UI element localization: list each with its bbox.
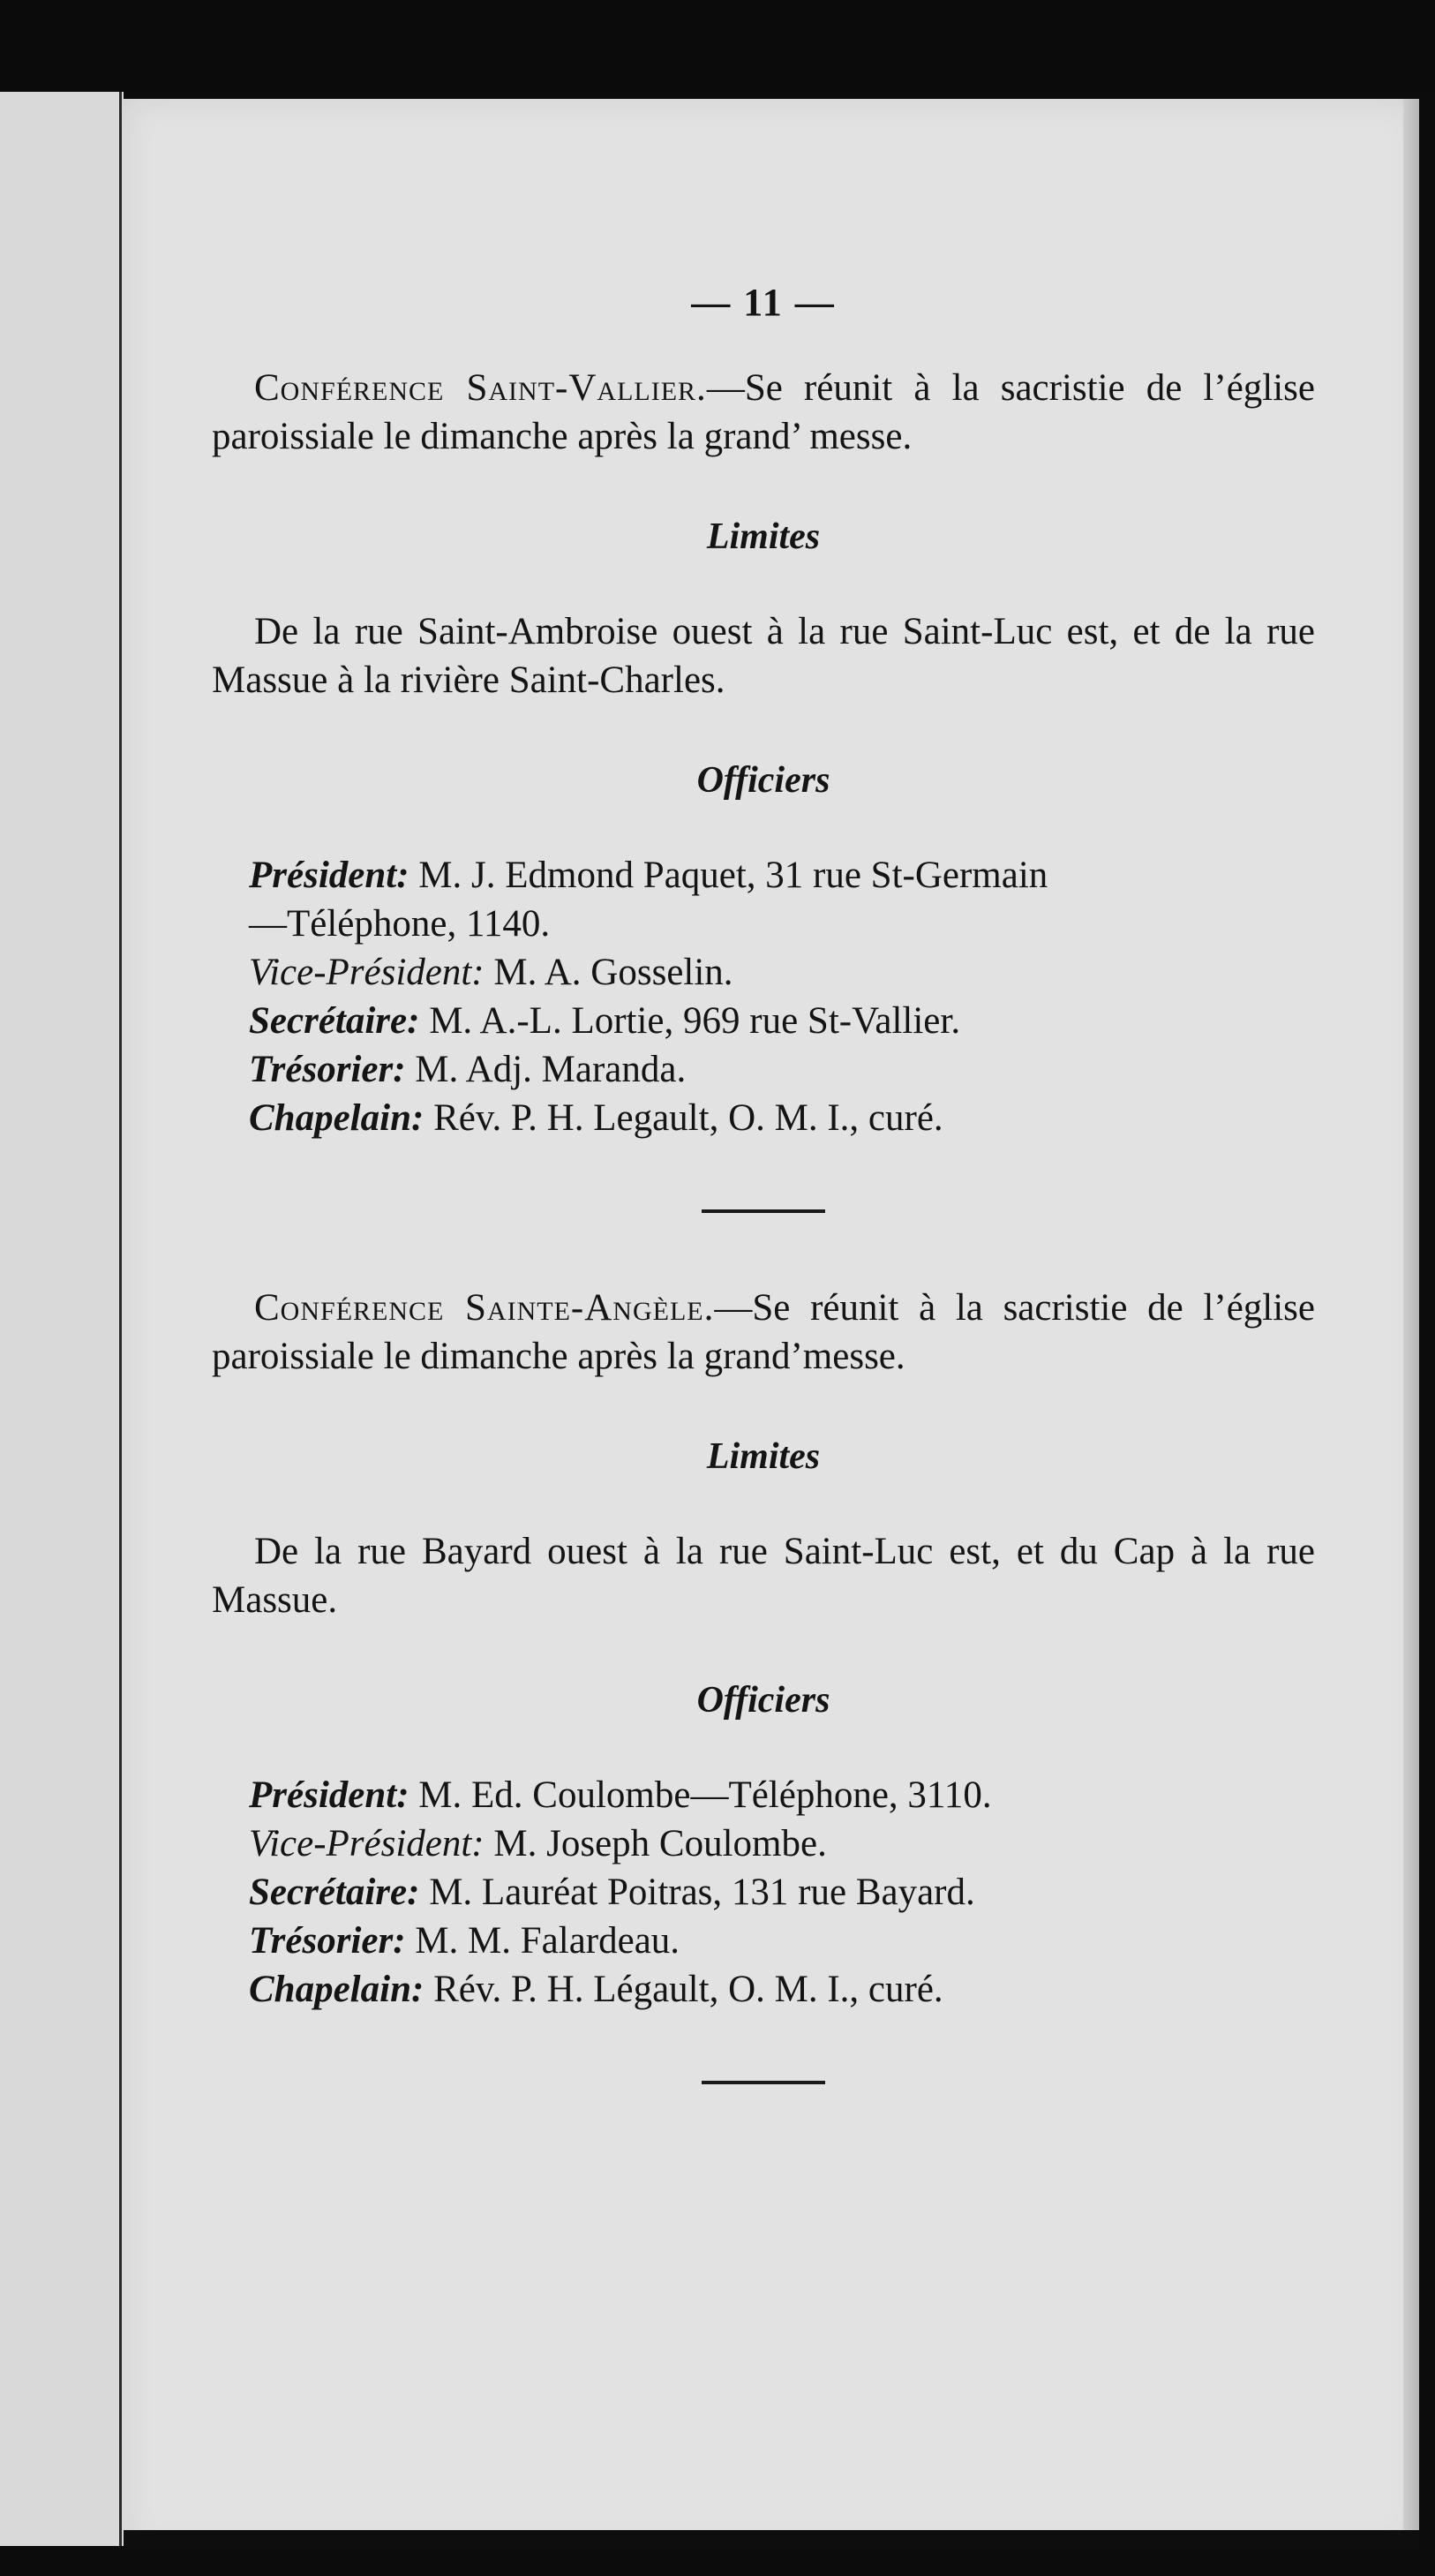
officer-role: Chapelain: <box>249 1969 424 2010</box>
officer-role: Président: <box>249 855 409 896</box>
officer-line <box>249 997 1315 1045</box>
officer-details: M. Joseph Coulombe. <box>484 1823 827 1864</box>
officer-line <box>249 851 1315 900</box>
book-page <box>124 99 1419 2550</box>
page-number: — 11 — <box>691 281 836 324</box>
officer-role: Secrétaire: <box>249 1872 420 1913</box>
officer-line <box>249 900 1315 948</box>
officer-details: M. M. Falardeau. <box>405 1920 680 1962</box>
officer-role: Vice-Président: <box>249 952 485 993</box>
officer-line <box>249 1045 1315 1094</box>
officer-details: Rév. P. H. Legault, O. M. I., curé. <box>424 1097 943 1139</box>
officer-details: M. Adj. Maranda. <box>405 1049 687 1090</box>
limits-text: De la rue Bayard ouest à la rue Saint-Luc est, et du Cap à la rue Massue. <box>212 1531 1315 1621</box>
conference-meeting-text: —Se réunit à la sacristie de l’église paroissiale le dimanche après la grand’messe. <box>212 1287 1316 1377</box>
officer-details: M. Lauréat Poitras, 131 rue Bayard. <box>419 1872 975 1913</box>
section-divider <box>702 2081 825 2084</box>
scan-bottom-border <box>124 2530 1419 2550</box>
conference-name: Conférence Sainte-Angèle. <box>254 1287 715 1329</box>
section-divider <box>702 1209 825 1213</box>
officer-details: M. Ed. Coulombe—Téléphone, 3110. <box>409 1774 992 1816</box>
officer-details: Rév. P. H. Légault, O. M. I., curé. <box>424 1969 943 2010</box>
officer-line <box>249 1771 1315 1819</box>
officer-line <box>249 948 1315 997</box>
page-right-edge <box>1403 99 1419 2550</box>
officer-details: M. J. Edmond Paquet, 31 rue St-Germain <box>409 855 1048 896</box>
officer-line <box>249 1094 1315 1142</box>
officer-line <box>249 1965 1315 2014</box>
officer-role: Trésorier: <box>249 1049 406 1090</box>
officer-role: Trésorier: <box>249 1920 406 1962</box>
scan-top-border <box>0 0 1435 92</box>
conference-section <box>212 1284 1315 2014</box>
officer-line <box>249 1819 1315 1868</box>
officer-role: Vice-Président: <box>249 1823 485 1864</box>
page-content <box>212 280 1315 2155</box>
officer-role: Chapelain: <box>249 1097 424 1139</box>
officer-list <box>249 851 1315 1142</box>
limits-heading: Limites <box>706 1436 821 1477</box>
officer-role: Président: <box>249 1774 409 1816</box>
conference-intro <box>212 1284 1315 1381</box>
officer-role: Secrétaire: <box>249 1000 420 1042</box>
facing-page-edge <box>0 92 124 2546</box>
officer-line <box>249 1868 1315 1917</box>
conference-intro <box>212 364 1315 461</box>
conference-meeting-text: —Se réunit à la sacristie de l’église paroissiale le dimanche après la grand’ messe. <box>212 367 1315 457</box>
officers-heading: Officiers <box>696 1680 830 1721</box>
page-gutter-line <box>119 92 122 2546</box>
officer-list <box>249 1771 1315 2014</box>
officer-details: M. A. Gosselin. <box>484 952 733 993</box>
officers-heading: Officiers <box>696 760 830 801</box>
limits-heading: Limites <box>706 516 821 557</box>
officer-line <box>249 1917 1315 1965</box>
officer-details: M. A.-L. Lortie, 969 rue St-Vallier. <box>419 1000 961 1042</box>
limits-text: De la rue Saint-Ambroise ouest à la rue Saint-Luc est, et de la rue Massue à la rivière Saint-Charles. <box>212 611 1315 701</box>
officer-details: —Téléphone, 1140. <box>249 903 551 945</box>
conference-section <box>212 364 1315 1142</box>
conference-name: Conférence Saint-Vallier. <box>254 367 707 409</box>
